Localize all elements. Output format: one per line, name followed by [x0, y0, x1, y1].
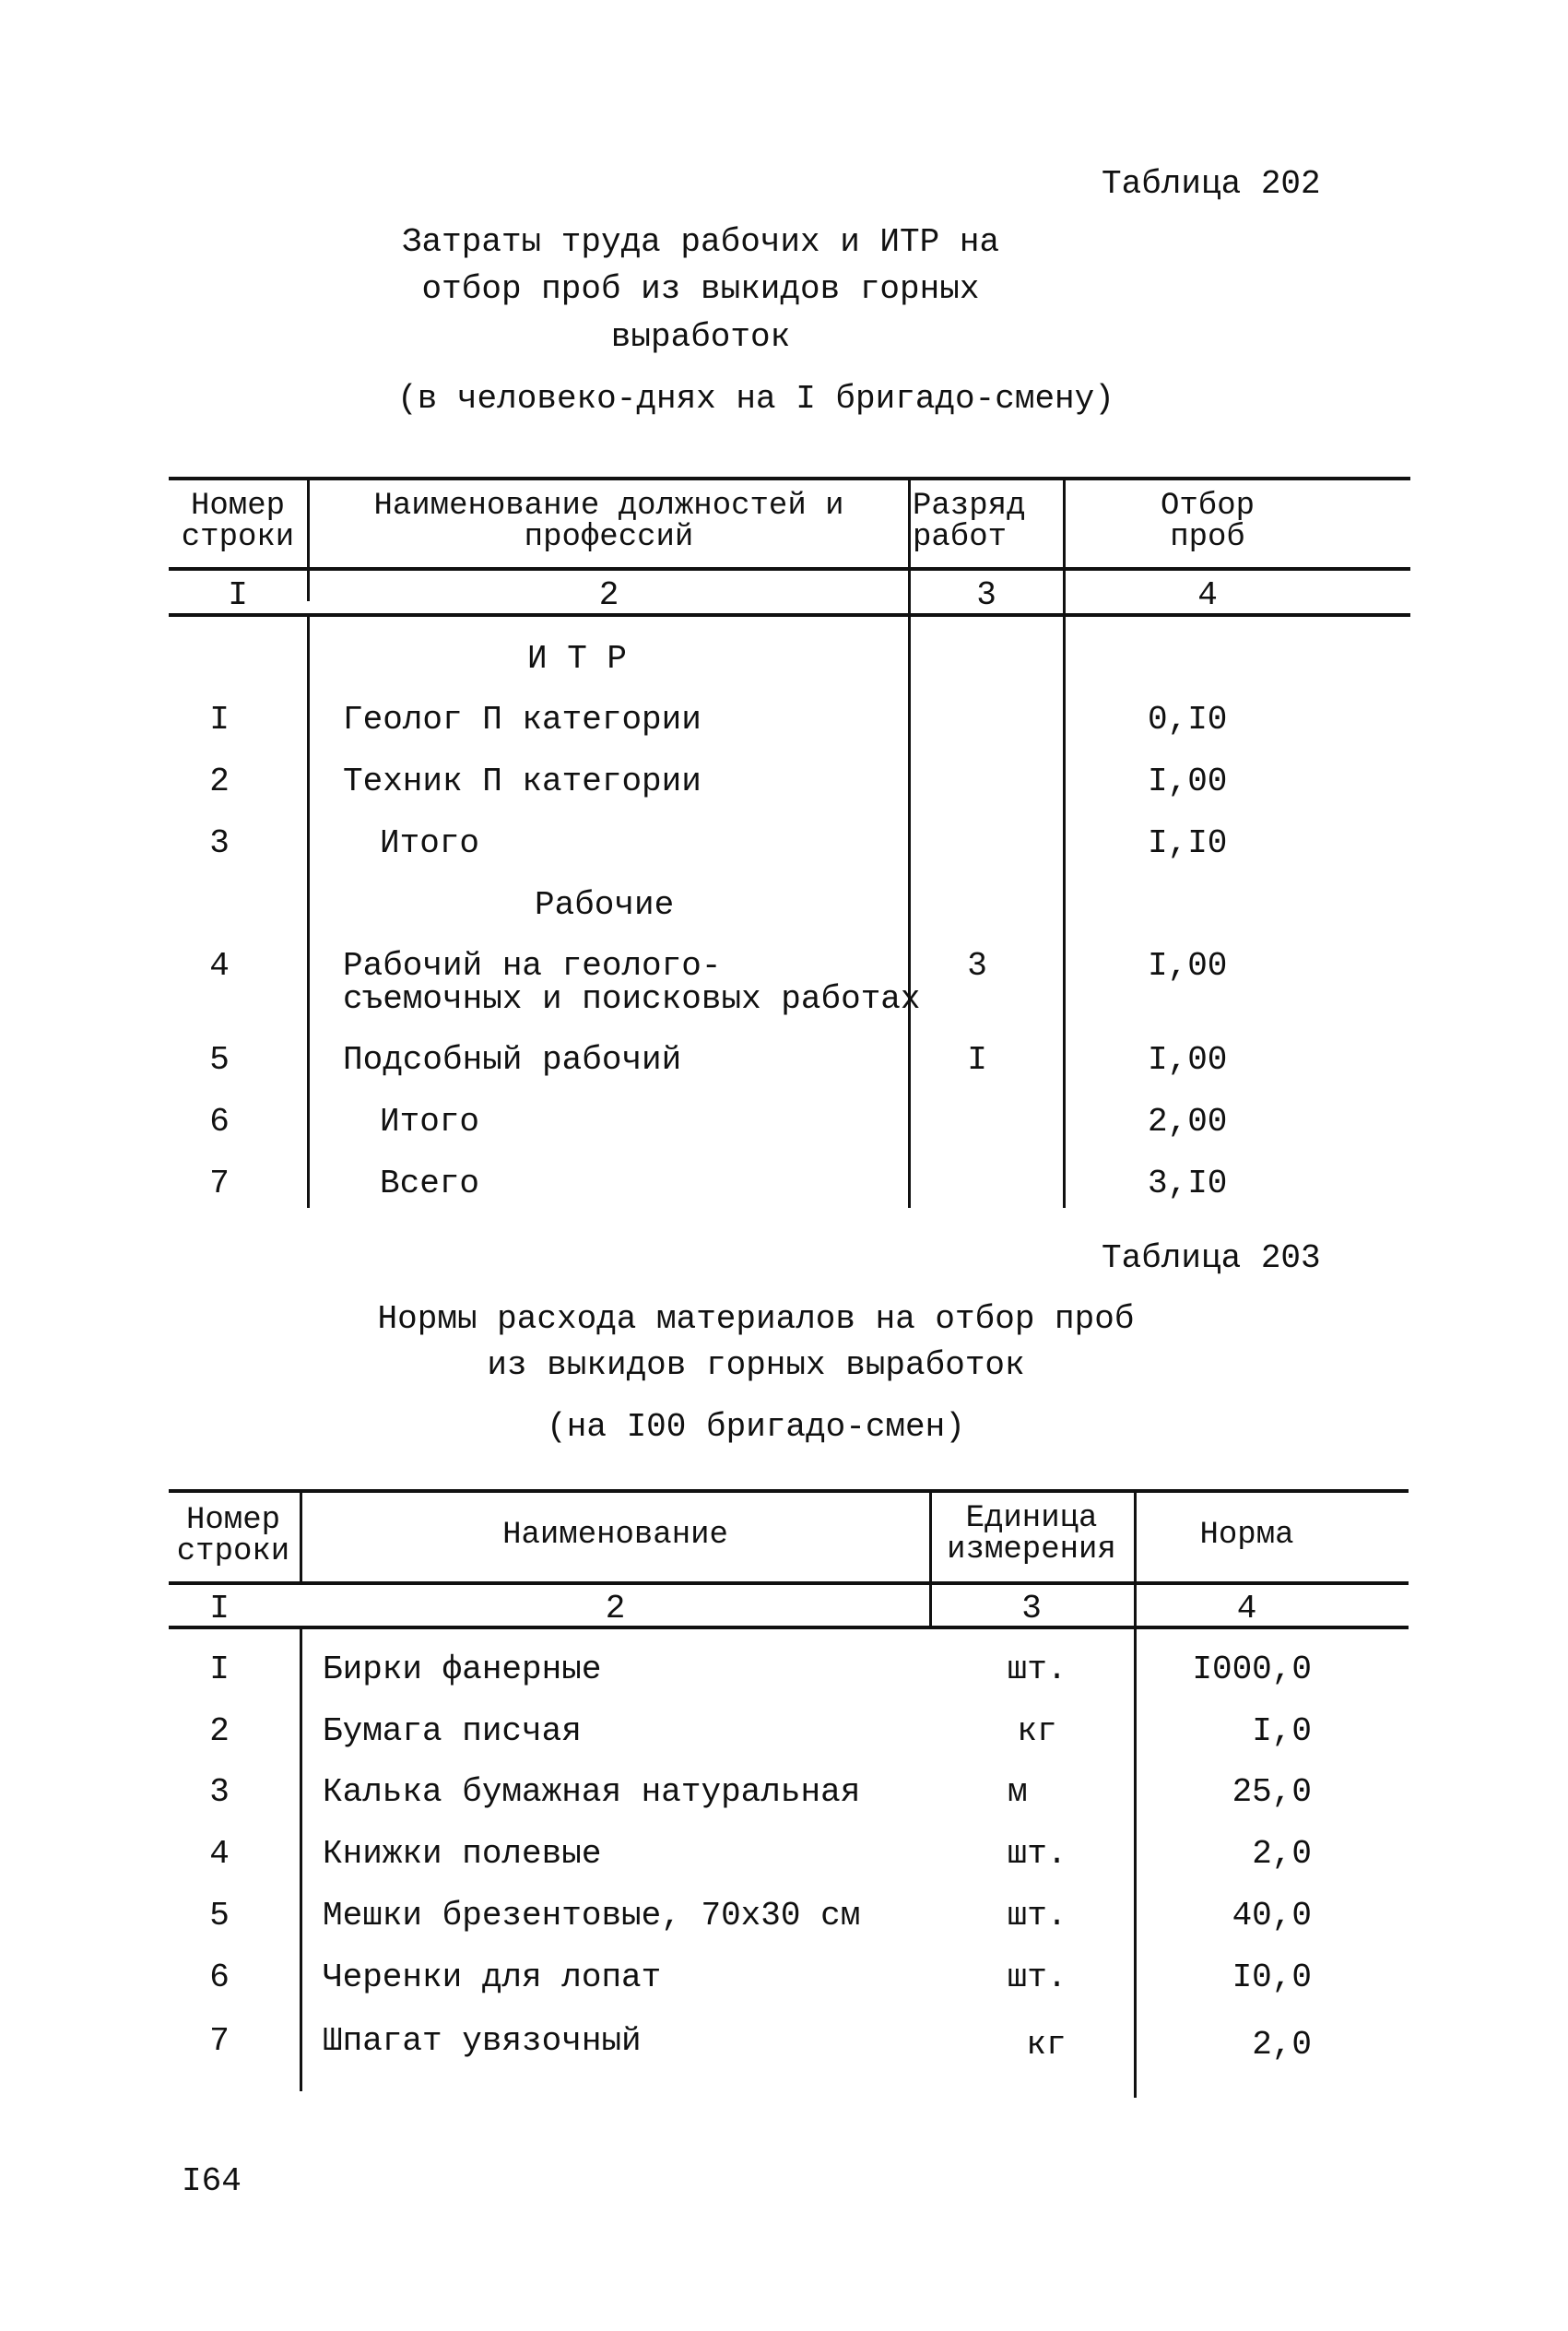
row-name: Итого [380, 824, 480, 862]
row-name-line1: Рабочий на геолого- [343, 947, 722, 985]
row-unit: м [1008, 1773, 1028, 1811]
table-202-header-value: Отбор проб [1160, 489, 1256, 555]
table-203-header-norm: Норма [1199, 1518, 1294, 1553]
row-number: 6 [209, 1958, 230, 1996]
row-value: I,I0 [1148, 824, 1228, 862]
table-202-header-rule [169, 567, 1410, 571]
table-203-colnum-rule [169, 1626, 1409, 1629]
row-name: Черенки для лопат [323, 1958, 662, 1996]
table-202-colnum-1: I [228, 576, 248, 614]
row-unit: шт. [1007, 1835, 1067, 1873]
row-norm: I,0 [1252, 1712, 1312, 1750]
table-202-colnum-3: 3 [976, 576, 996, 614]
table-203-header-name: Наименование [502, 1518, 728, 1553]
row-name: Мешки брезентовые, 70x30 см [323, 1897, 861, 1935]
row-unit: кг [1017, 1712, 1057, 1750]
table-202-header-num: Номер строки [181, 489, 295, 555]
row-name: Книжки полевые [323, 1835, 602, 1873]
table-202-vline-2 [908, 477, 911, 1208]
row-number: 7 [209, 1165, 230, 1202]
row-value: 3,I0 [1148, 1165, 1228, 1202]
row-unit: шт. [1007, 1958, 1067, 1996]
row-name: Шпагат увязочный [323, 2022, 642, 2060]
row-value: 2,00 [1148, 1103, 1228, 1141]
row-unit: шт. [1007, 1897, 1067, 1935]
table-203-subtitle: (на I00 бригадо-смен) [547, 1408, 965, 1446]
table-202-vline-1-top [307, 477, 310, 601]
row-number: 5 [209, 1897, 230, 1935]
row-norm: 2,0 [1252, 1835, 1312, 1873]
row-unit: кг [1026, 2026, 1067, 2064]
row-number: 3 [209, 824, 230, 862]
table-203-header-unit: Единица измерения [947, 1501, 1116, 1568]
table-203-header-rule [169, 1581, 1409, 1585]
row-value: I,00 [1148, 1041, 1228, 1079]
table-203-label: Таблица 203 [1102, 1239, 1321, 1277]
table-202-label: Таблица 202 [1102, 165, 1321, 203]
table-202-colnum-2: 2 [598, 576, 619, 614]
row-norm: 40,0 [1232, 1897, 1312, 1935]
row-number: I [209, 701, 230, 739]
table-202-top-rule [169, 477, 1410, 480]
row-value: I,00 [1148, 763, 1228, 800]
table-202-colnum-rule [169, 613, 1410, 617]
row-number: 2 [209, 1712, 230, 1750]
table-203-vline-3 [1134, 1489, 1137, 2098]
row-number: 2 [209, 763, 230, 800]
row-grade: I [967, 1041, 987, 1079]
row-name-line2: съемочных и поисковых работах [343, 980, 921, 1018]
row-unit: шт. [1007, 1651, 1067, 1688]
row-number: 7 [209, 2022, 230, 2060]
table-202-section-itr: И Т Р [527, 640, 628, 678]
table-203-colnum-1: I [209, 1590, 230, 1627]
row-norm: 25,0 [1232, 1773, 1312, 1811]
row-number: 4 [209, 947, 230, 985]
table-203-vline-1 [300, 1626, 302, 2091]
table-202-title-line3: выработок [610, 318, 791, 356]
table-202-title-line2: отбор проб из выкидов горных [421, 270, 980, 308]
table-202-colnum-4: 4 [1197, 576, 1218, 614]
table-203-vline-1-top [300, 1489, 302, 1581]
row-name: Итого [380, 1103, 480, 1141]
row-number: 3 [209, 1773, 230, 1811]
row-name: Подсобный рабочий [343, 1041, 682, 1079]
table-203-header-num: Номер строки [176, 1503, 290, 1569]
row-norm: I0,0 [1232, 1958, 1312, 1996]
row-name: Техник П категории [343, 763, 701, 800]
table-203-title-line2: из выкидов горных выработок [487, 1346, 1025, 1384]
row-number: 4 [209, 1835, 230, 1873]
table-202-header-name: Наименование должностей и профессий [373, 489, 844, 555]
table-203-colnum-4: 4 [1236, 1590, 1257, 1627]
row-number: 6 [209, 1103, 230, 1141]
page-number: I64 [182, 2162, 242, 2200]
table-202-subtitle: (в человеко-днях на I бригадо-смену) [397, 380, 1114, 418]
row-number: 5 [209, 1041, 230, 1079]
row-norm: 2,0 [1252, 2026, 1312, 2064]
table-202-header-grade: Разряд работ [913, 489, 1026, 555]
table-202-vline-3 [1063, 477, 1066, 1208]
table-203-title-line1: Нормы расхода материалов на отбор проб [377, 1300, 1135, 1338]
row-name: Всего [380, 1165, 480, 1202]
row-norm: I000,0 [1192, 1651, 1312, 1688]
row-grade: 3 [967, 947, 987, 985]
row-value: 0,I0 [1148, 701, 1228, 739]
table-203-colnum-2: 2 [605, 1590, 626, 1627]
table-202-section-workers: Рабочие [535, 886, 675, 924]
table-202-title-line1: Затраты труда рабочих и ИТР на [401, 223, 1000, 261]
row-name: Геолог П категории [343, 701, 701, 739]
row-name: Калька бумажная натуральная [323, 1773, 861, 1811]
table-203-top-rule [169, 1489, 1409, 1493]
table-202-vline-1 [307, 613, 310, 1208]
row-number: I [209, 1651, 230, 1688]
table-203-colnum-3: 3 [1021, 1590, 1042, 1627]
row-name: Бумага писчая [323, 1712, 582, 1750]
row-name: Бирки фанерные [323, 1651, 602, 1688]
row-value: I,00 [1148, 947, 1228, 985]
